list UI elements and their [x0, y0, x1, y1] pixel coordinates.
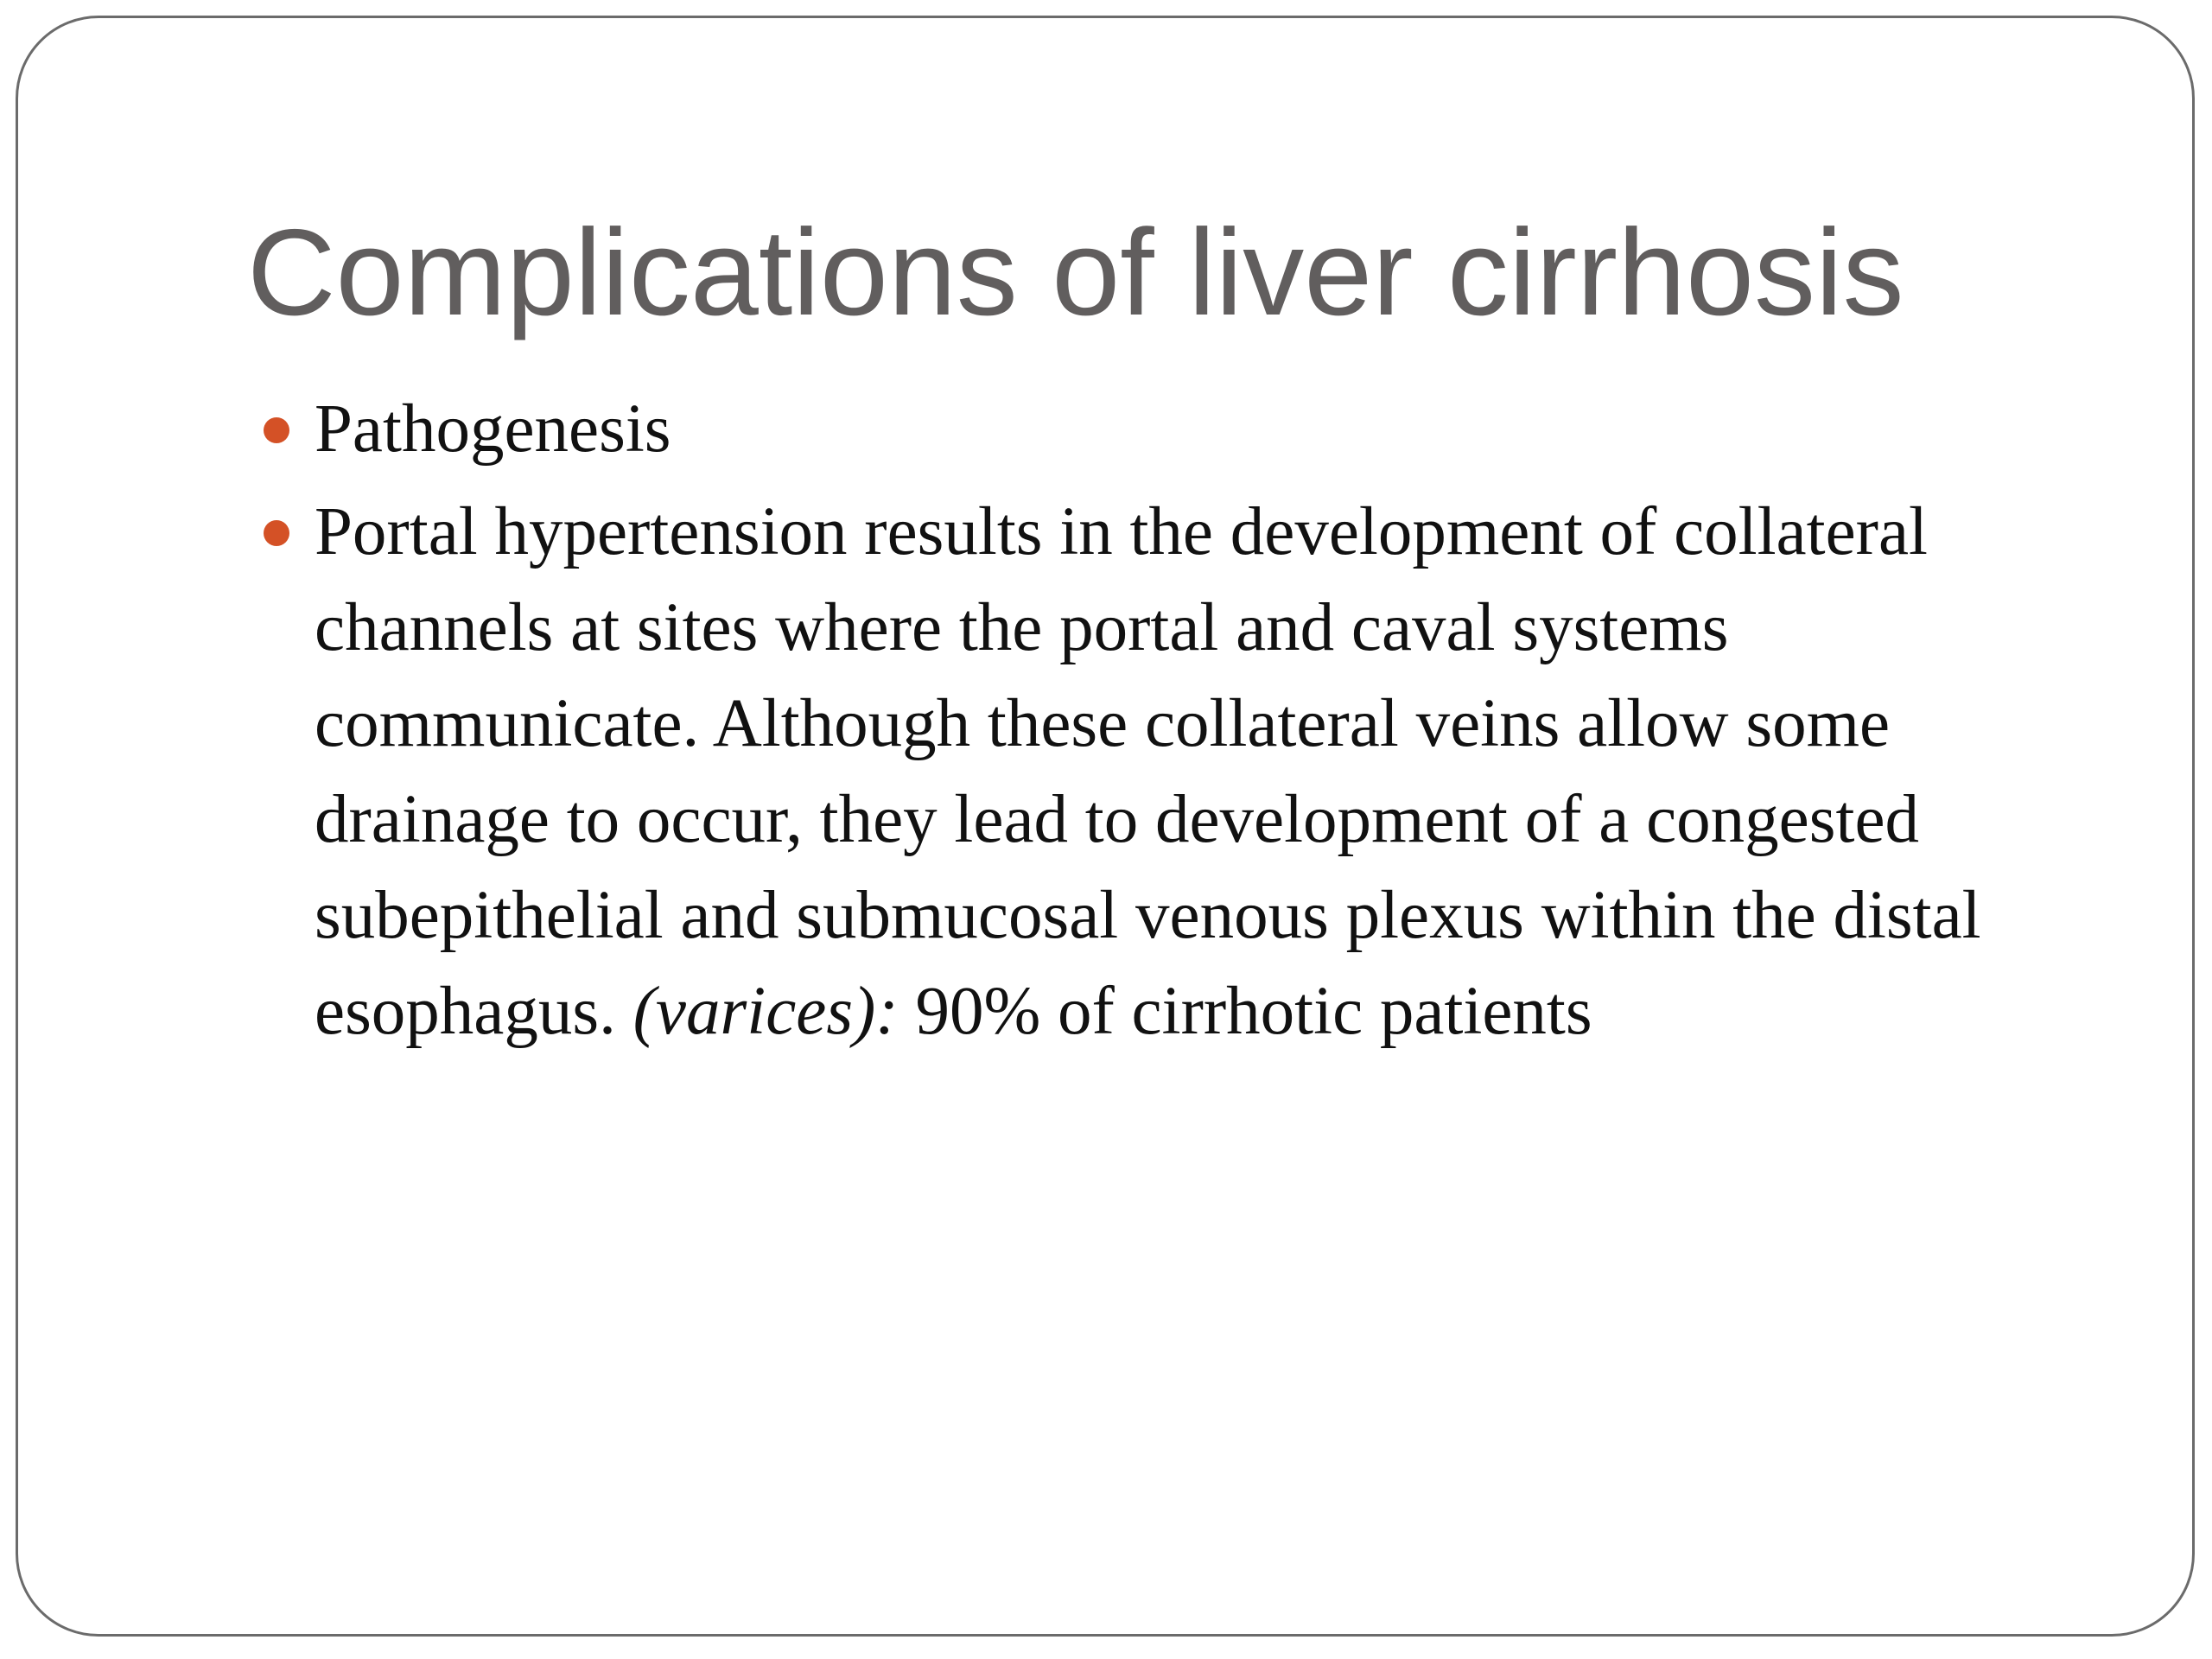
slide-title: Complications of liver cirrhosis: [247, 204, 1904, 341]
bullet-text: Pathogenesis: [315, 391, 671, 467]
bullet-italic-term: (varices):: [632, 974, 899, 1049]
bullet-list: [247, 381, 2105, 1066]
bullet-text-tail: 90% of cirrhotic patients: [898, 974, 1592, 1049]
bullet-text: Portal hypertension results in the development of collateral channels at sites where the portal and caval systems communicate. Although these collateral veins allow some drainage to occur, they lead to development of a congested subepithelial and submucosal venous plexus within the distal esophagus.: [315, 494, 1981, 1049]
slide-frame: [16, 16, 2195, 1637]
bullet-item: [247, 381, 2105, 477]
bullet-dot-icon: [264, 417, 289, 443]
bullet-item: [247, 484, 2105, 1059]
bullet-dot-icon: [264, 520, 289, 546]
